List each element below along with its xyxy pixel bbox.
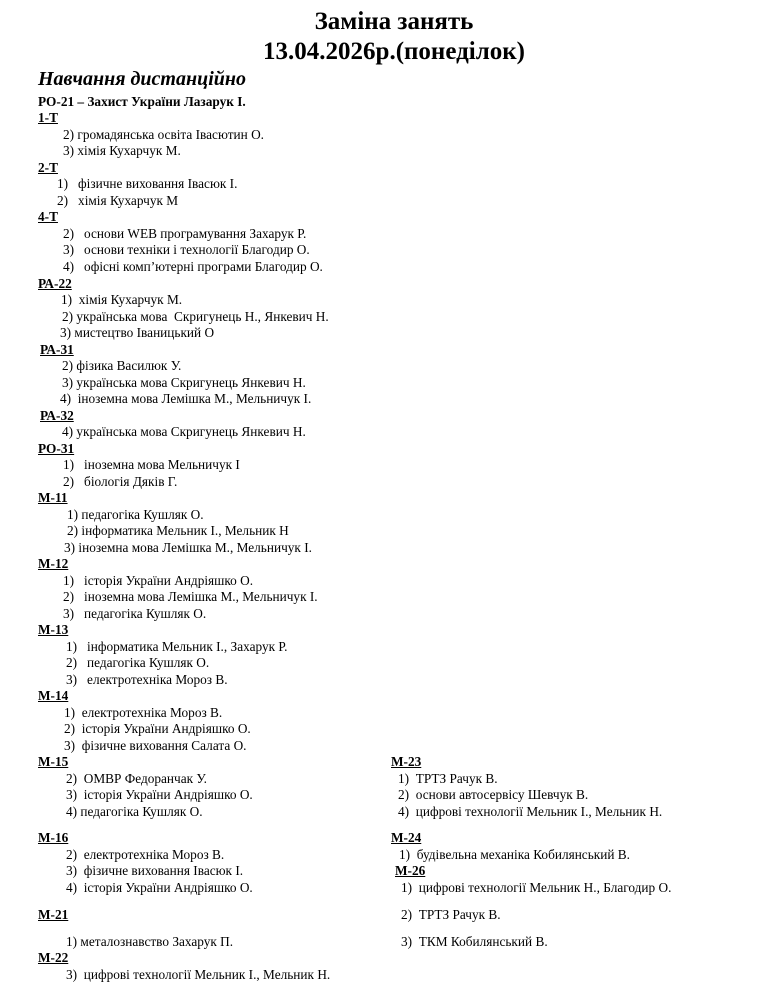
list-item: 3) українська мова Скригунець Янкевич Н. (62, 375, 306, 390)
group-header-m14: М-14 (38, 688, 69, 703)
group-header-m13: М-13 (38, 622, 69, 637)
list-item: 4) офісні комп’ютерні програми Благодир О. (63, 259, 323, 274)
list-item: 1) ТРТЗ Рачук В. (398, 771, 498, 786)
group-header-m21: М-21 (38, 907, 69, 922)
group-header-m16: М-16 (38, 830, 69, 845)
group-header-ro31: РО-31 (38, 441, 75, 456)
list-item: 1) історія України Андріяшко О. (63, 573, 254, 588)
group-header-m15: М-15 (38, 754, 69, 769)
group-header-m11: М-11 (38, 490, 68, 505)
list-item: 2) українська мова Скригунець Н., Янкевич Н. (62, 309, 329, 324)
list-item: 2) ТРТЗ Рачук В. (401, 907, 501, 922)
list-item: 2) фізика Василюк У. (62, 358, 182, 373)
list-item: 2) історія України Андріяшко О. (64, 721, 251, 736)
list-item: 2) біологія Дяків Г. (63, 474, 178, 489)
group-header-m26: М-26 (395, 863, 426, 878)
list-item: 2) основи WEB програмування Захарук Р. (63, 226, 307, 241)
group-header-m22: М-22 (38, 950, 69, 965)
list-item: 4) українська мова Скригунець Янкевич Н. (62, 424, 306, 439)
group-header-2t: 2-Т (38, 160, 58, 175)
list-item: 3) фізичне виховання Салата О. (64, 738, 247, 753)
list-item: 3) педагогіка Кушляк О. (63, 606, 207, 621)
group-header-m12: М-12 (38, 556, 69, 571)
list-item: 2) громадянська освіта Івасютин О. (63, 127, 265, 142)
list-item: 3) ТКМ Кобилянський В. (401, 934, 548, 949)
list-item: 3) цифрові технології Мельник І., Мельник Н. (66, 967, 331, 982)
list-item: 3) електротехніка Мороз В. (66, 672, 228, 687)
note-line: РО-21 – Захист України Лазарук І. (38, 94, 246, 109)
list-item: 1) електротехніка Мороз В. (64, 705, 223, 720)
list-item: 2) інформатика Мельник І., Мельник Н (67, 523, 289, 538)
list-item: 1) іноземна мова Мельничук І (63, 457, 240, 472)
list-item: 1) педагогіка Кушляк О. (67, 507, 204, 522)
list-item: 3) історія України Андріяшко О. (66, 787, 253, 802)
group-header-1t: 1-Т (38, 110, 58, 125)
group-header-m23: М-23 (391, 754, 422, 769)
list-item: 1) цифрові технології Мельник Н., Благодир О. (401, 880, 672, 895)
list-item: 3) мистецтво Іваницький О (60, 325, 215, 340)
page-date: 13.04.2026р.(понеділок) (263, 38, 525, 65)
list-item: 2) хімія Кухарчук М (57, 193, 179, 208)
group-header-ra31: РА-31 (40, 342, 74, 357)
list-item: 1) хімія Кухарчук М. (61, 292, 183, 307)
list-item: 4) педагогіка Кушляк О. (66, 804, 203, 819)
list-item: 1) фізичне виховання Івасюк І. (57, 176, 238, 191)
list-item: 2) іноземна мова Лемішка М., Мельничук І. (63, 589, 318, 604)
list-item: 1) інформатика Мельник І., Захарук Р. (66, 639, 288, 654)
list-item: 2) педагогіка Кушляк О. (66, 655, 210, 670)
list-item: 3) іноземна мова Лемішка М., Мельничук І. (64, 540, 312, 555)
list-item: 2) основи автосервісу Шевчук В. (398, 787, 589, 802)
group-header-m24: М-24 (391, 830, 422, 845)
list-item: 1) будівельна механіка Кобилянський В. (399, 847, 630, 862)
list-item: 3) фізичне виховання Івасюк І. (66, 863, 244, 878)
group-header-ra32: РА-32 (40, 408, 74, 423)
subtitle: Навчання дистанційно (38, 68, 246, 90)
list-item: 3) хімія Кухарчук М. (63, 143, 181, 158)
list-item: 4) історія України Андріяшко О. (66, 880, 253, 895)
list-item: 1) металознавство Захарук П. (66, 934, 234, 949)
list-item: 2) ОМВР Федоранчак У. (66, 771, 207, 786)
group-header-4t: 4-Т (38, 209, 58, 224)
list-item: 4) іноземна мова Лемішка М., Мельничук І. (60, 391, 312, 406)
list-item: 3) основи техніки і технології Благодир О. (63, 242, 310, 257)
page-title: Заміна занять (314, 8, 474, 35)
group-header-ra22: РА-22 (38, 276, 72, 291)
list-item: 2) електротехніка Мороз В. (66, 847, 225, 862)
list-item: 4) цифрові технології Мельник І., Мельник Н. (398, 804, 663, 819)
